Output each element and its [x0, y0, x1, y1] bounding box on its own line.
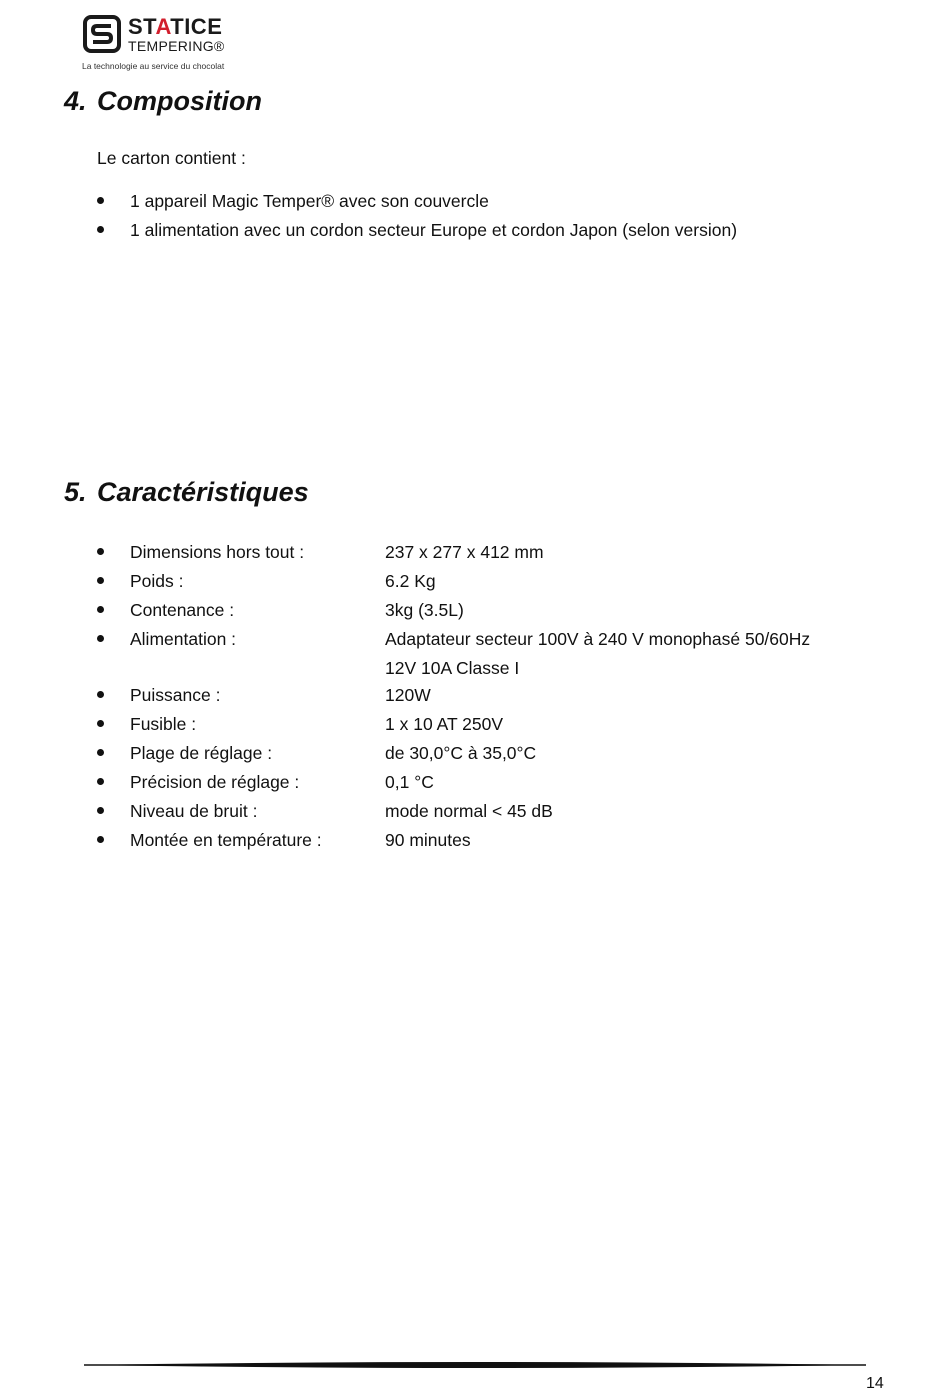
composition-list [97, 189, 737, 247]
logo-mark-icon [82, 14, 122, 54]
bullet-icon [97, 836, 104, 843]
composition-intro: Le carton contient : [97, 148, 246, 168]
spec-label: Montée en température : [130, 830, 322, 850]
footer-rule [84, 1357, 866, 1373]
list-item-text: 1 alimentation avec un cordon secteur Europe et cordon Japon (selon version) [130, 220, 738, 240]
bullet-icon [97, 720, 104, 727]
bullet-icon [97, 691, 104, 698]
spec-value: mode normal < 45 dB [385, 801, 553, 821]
spec-row [97, 598, 810, 627]
section-4-title: Composition [97, 86, 262, 116]
spec-label: Puissance : [130, 685, 221, 705]
spec-value: 90 minutes [385, 830, 471, 850]
spec-row [97, 627, 810, 683]
spec-value: 1 x 10 AT 250V [385, 714, 504, 734]
bullet-icon [97, 197, 104, 204]
spec-list [97, 540, 810, 857]
page-number: 14 [866, 1375, 884, 1392]
spec-row [97, 741, 810, 770]
spec-label: Contenance : [130, 600, 235, 620]
bullet-icon [97, 635, 104, 642]
bullet-icon [97, 577, 104, 584]
spec-label: Précision de réglage : [130, 772, 300, 792]
logo-tagline: La technologie au service du chocolat [82, 61, 225, 71]
spec-row [97, 683, 810, 712]
spec-row [97, 540, 810, 569]
spec-label: Plage de réglage : [130, 743, 273, 763]
section-5-heading [64, 477, 309, 508]
bullet-icon [97, 226, 104, 233]
spec-label: Dimensions hors tout : [130, 542, 305, 562]
spec-value-continued: 12V 10A Classe I [385, 658, 520, 678]
spec-label: Poids : [130, 571, 184, 591]
spec-row [97, 799, 810, 828]
bullet-icon [97, 749, 104, 756]
spec-value: 237 x 277 x 412 mm [385, 542, 544, 562]
list-item [97, 218, 737, 247]
bullet-icon [97, 548, 104, 555]
list-item-text: 1 appareil Magic Temper® avec son couvercle [130, 191, 489, 211]
spec-row [97, 569, 810, 598]
spec-row [97, 712, 810, 741]
logo-subtitle: TEMPERING® [128, 38, 225, 54]
spec-row [97, 828, 810, 857]
spec-value: 120W [385, 685, 431, 705]
bullet-icon [97, 606, 104, 613]
spec-value: 6.2 Kg [385, 571, 436, 591]
section-4-number: 4. [64, 86, 87, 116]
section-4-heading [64, 86, 262, 117]
spec-value: 3kg (3.5L) [385, 600, 464, 620]
list-item [97, 189, 737, 218]
spec-row [97, 770, 810, 799]
spec-label: Fusible : [130, 714, 197, 734]
spec-label: Niveau de bruit : [130, 801, 258, 821]
section-5-number: 5. [64, 477, 87, 507]
statice-logo [82, 14, 242, 74]
spec-value: Adaptateur secteur 100V à 240 V monophasé 50/60Hz [385, 629, 811, 649]
section-5-title: Caractéristiques [97, 477, 309, 507]
bullet-icon [97, 807, 104, 814]
bullet-icon [97, 778, 104, 785]
spec-label: Alimentation : [130, 629, 237, 649]
logo-brand: STATICE [128, 14, 223, 39]
spec-value: 0,1 °C [385, 772, 434, 792]
spec-value: de 30,0°C à 35,0°C [385, 743, 537, 763]
